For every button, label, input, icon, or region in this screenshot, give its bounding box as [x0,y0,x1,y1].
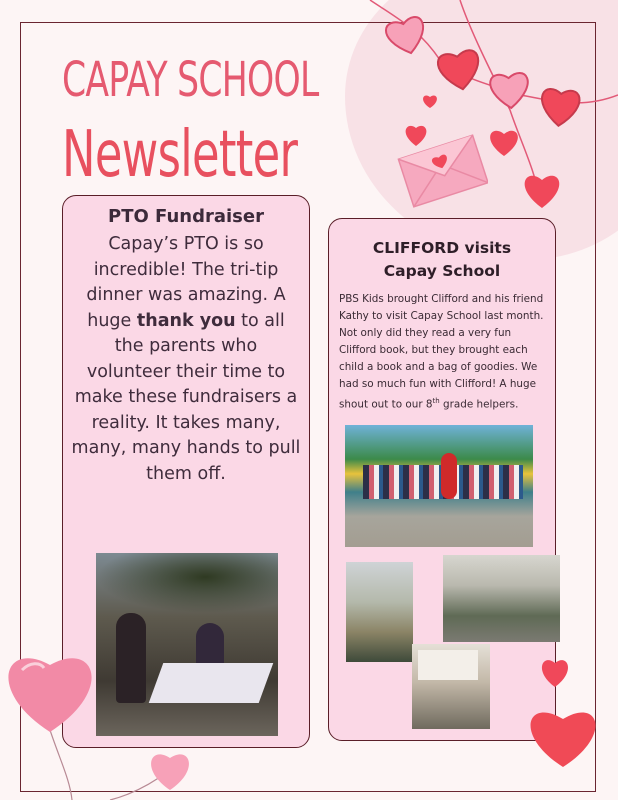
classroom-photo-3 [412,644,490,729]
newsletter-title-line1: CAPAY SCHOOL [62,52,319,108]
heart-icon [490,72,530,109]
heart-icon [423,95,437,108]
heart-icon [505,645,615,770]
pto-body-bold: thank you [136,310,236,331]
clifford-body [339,291,549,413]
pto-body-text-end: to all the parents who volunteer their time to make these fundraisers a reality. It takes many, many, many hands to pull them off. [71,310,301,484]
heart-balloon-icon [0,640,260,800]
classroom-photo-2 [443,555,560,642]
clifford-group-photo [345,425,533,547]
heart-icon [436,49,482,93]
heart-icon [490,131,518,156]
heart-icon [384,15,429,58]
classroom-photo-1 [346,562,413,662]
pto-heading: PTO Fundraiser [108,206,264,227]
clifford-body-text: PBS Kids brought Clifford and his friend Kathy to visit Capay School last month. Not only did they read a very fun Clifford book, but they brought each child a book and a bag of goodies. We had so much fun with Clifford! A huge shout out to our 8 [339,293,544,411]
pto-body [71,232,301,487]
clifford-body-text-end: grade helpers. [439,398,519,411]
heart-icon [540,88,581,127]
heart-icon [525,176,560,208]
clifford-heading-line2: Capay School [383,262,501,280]
pto-body-text: Capay’s PTO is so incredible! The tri-tip dinner was amazing. A huge [86,234,286,331]
clifford-heading [329,237,555,283]
clifford-body-sup: th [432,397,440,405]
clifford-heading-line1: CLIFFORD visits [372,239,512,257]
newsletter-title-line2: Newsletter [62,118,298,192]
envelope-icon [396,118,488,210]
